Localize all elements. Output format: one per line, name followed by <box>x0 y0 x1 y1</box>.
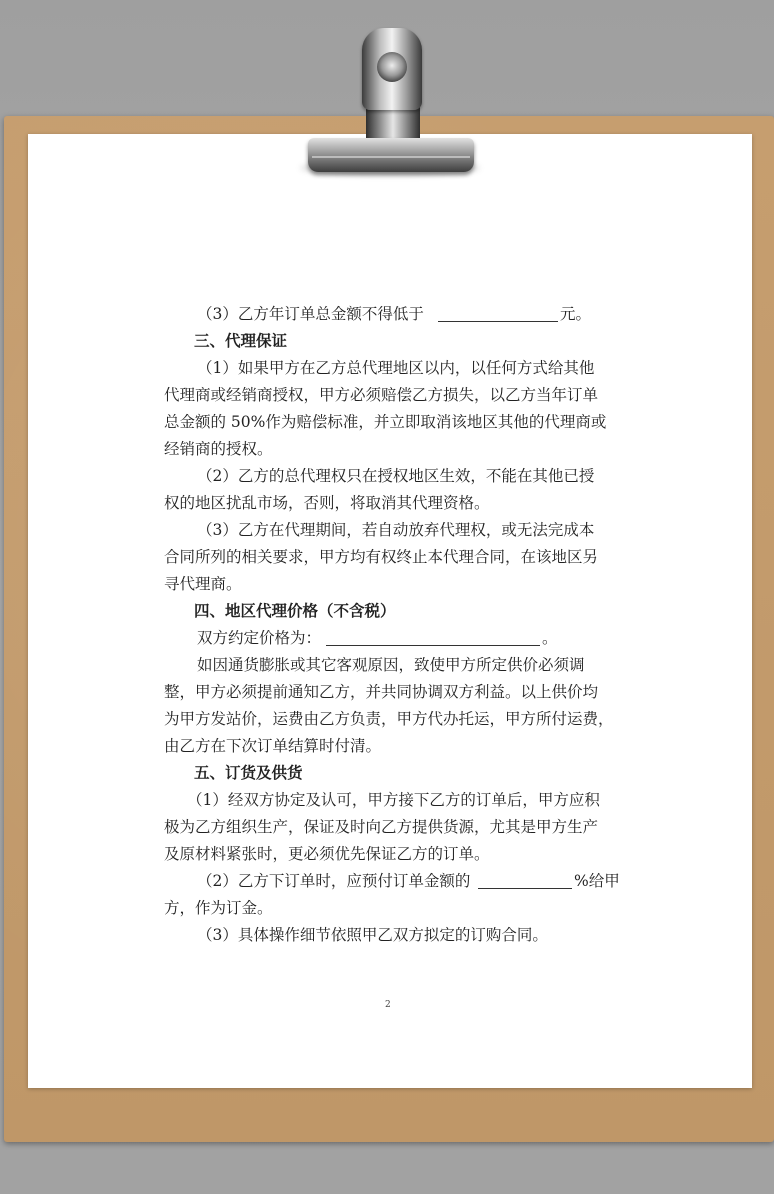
blank-field <box>438 307 558 322</box>
blank-field <box>326 631 540 646</box>
blank-field <box>478 874 572 889</box>
page-number: 2 <box>385 1000 391 1010</box>
document-content: （3）乙方年订单总金额不得低于 元。 三、代理保证 （1）如果甲方在乙方总代理地区以内，以任何方式给其他 代理商或经销商授权，甲方必须赔偿乙方损失，以乙方当年订单 总金额的 50%作为赔偿标准，并立即取消该地区其他的代理商或 经销商的授权。 （2）乙方的总代理权只在授权地区生效，不能在其他已授 权的地区扰乱市场，否则，将取消其代理资格。 （3）乙方在代理期间，若自动放弃代理权，或无法完成本 合同所列的相关要求，甲方均有权终止本代理合同，在该地区另 寻代理商。 四、地区代理价格（不含税） 双方约定价格为： 。 如因通货膨胀或其它客观原因，致使甲方所定供价必须调 整，甲方必须提前通知乙方，并共同协调双方利益。以上供价均 为甲方发站价，运费由乙方负责，甲方代办托运，甲方所付运费， 由乙方在下次订单结算时付清。 五、订货及供货 （1）经双方协定及认可，甲方接下乙方的订单后，甲方应积 极为乙方组织生产，保证及时向乙方提供货源，尤其是甲方生产 及原材料紧张时，更必须优先保证乙方的订单。 （2）乙方下订单时，应预付订单金额的 %给甲 方，作为订金。 （3）具体操作细节依照甲乙双方拟定的订购合同。 2 <box>164 305 620 1010</box>
